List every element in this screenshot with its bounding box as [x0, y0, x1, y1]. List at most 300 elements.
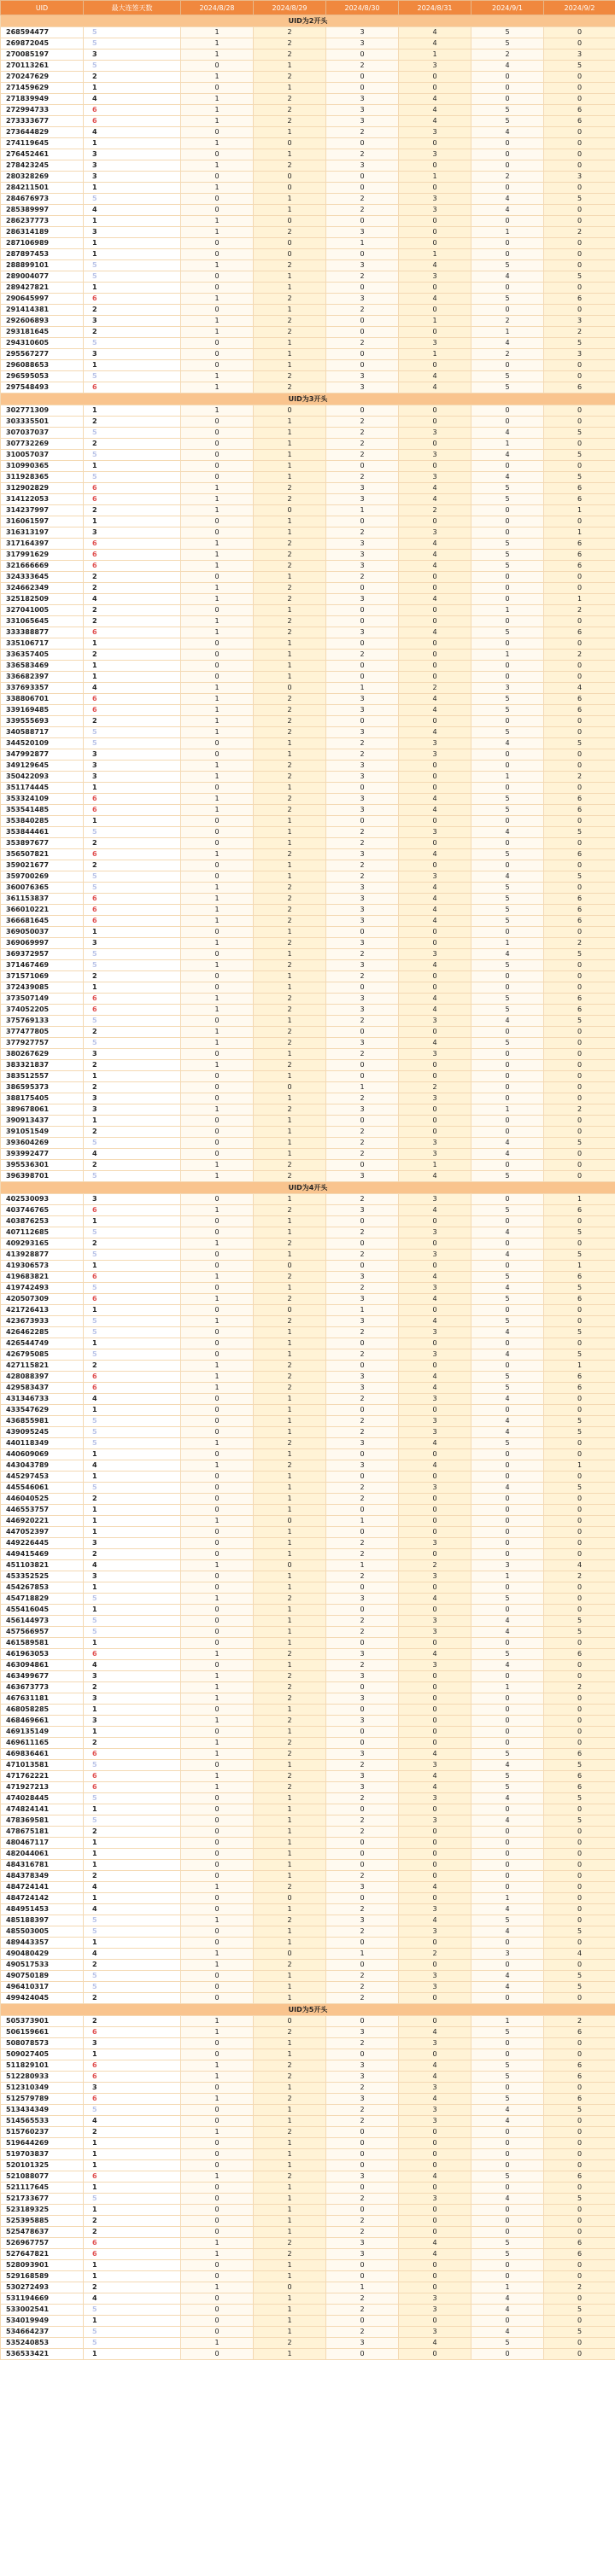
uid-cell: 292606893 — [1, 316, 84, 327]
day-cell: 0 — [181, 1705, 254, 1716]
day-cell: 0 — [544, 572, 615, 583]
day-cell: 2 — [254, 1205, 326, 1216]
day-cell: 0 — [544, 138, 615, 149]
uid-cell: 288899101 — [1, 260, 84, 271]
day-cell: 1 — [181, 1882, 254, 1893]
day-cell: 3 — [326, 260, 399, 271]
day-cell: 0 — [181, 1149, 254, 1160]
table-row — [1, 1160, 615, 1171]
day-cell: 6 — [544, 2171, 615, 2183]
uid-cell: 474028445 — [1, 1793, 84, 1804]
day-cell: 2 — [254, 1294, 326, 1305]
day-cell: 1 — [181, 316, 254, 327]
day-cell: 2 — [254, 1372, 326, 1383]
day-cell: 1 — [181, 105, 254, 116]
day-cell: 1 — [181, 294, 254, 305]
max-streak-cell: 1 — [84, 638, 181, 650]
uid-cell: 296088653 — [1, 360, 84, 371]
day-cell: 2 — [326, 1982, 399, 1993]
day-cell: 0 — [472, 1216, 544, 1227]
day-cell: 0 — [181, 1505, 254, 1516]
day-cell: 4 — [399, 1438, 472, 1449]
day-cell: 5 — [472, 1649, 544, 1660]
uid-cell: 278423245 — [1, 160, 84, 172]
day-cell: 5 — [472, 883, 544, 894]
day-cell: 0 — [181, 249, 254, 260]
uid-cell: 311928365 — [1, 472, 84, 483]
day-cell: 1 — [254, 2227, 326, 2238]
max-streak-cell: 5 — [84, 1316, 181, 1327]
day-cell: 1 — [254, 2260, 326, 2271]
table-row — [1, 1272, 615, 1283]
uid-cell: 271459629 — [1, 83, 84, 94]
uid-cell: 426462285 — [1, 1327, 84, 1338]
day-cell: 0 — [326, 638, 399, 650]
table-row — [1, 927, 615, 938]
day-cell: 2 — [254, 1771, 326, 1782]
day-cell: 3 — [326, 561, 399, 572]
max-streak-cell: 2 — [84, 1549, 181, 1560]
day-cell: 1 — [472, 2282, 544, 2293]
max-streak-cell: 5 — [84, 738, 181, 749]
day-cell: 2 — [326, 1049, 399, 1060]
day-cell: 1 — [254, 2083, 326, 2094]
day-cell: 1 — [254, 1283, 326, 1294]
day-cell: 0 — [472, 583, 544, 594]
day-cell: 0 — [181, 1538, 254, 1549]
max-streak-cell: 1 — [84, 1705, 181, 1716]
day-cell: 0 — [544, 727, 615, 738]
day-cell: 0 — [326, 2183, 399, 2194]
day-cell: 0 — [399, 2160, 472, 2171]
table-row — [1, 428, 615, 439]
day-cell: 0 — [326, 1849, 399, 1860]
max-streak-cell: 6 — [84, 561, 181, 572]
table-row — [1, 838, 615, 849]
table-row — [1, 1294, 615, 1305]
table-row — [1, 360, 615, 371]
day-cell: 0 — [181, 2316, 254, 2327]
day-cell: 0 — [399, 1494, 472, 1505]
day-cell: 0 — [181, 2227, 254, 2238]
day-cell: 1 — [254, 1494, 326, 1505]
uid-cell: 463094861 — [1, 1660, 84, 1671]
day-cell: 0 — [544, 1594, 615, 1605]
day-cell: 0 — [544, 405, 615, 417]
day-cell: 0 — [544, 1738, 615, 1749]
day-cell: 4 — [472, 271, 544, 283]
day-cell: 1 — [254, 1338, 326, 1349]
uid-cell: 480467117 — [1, 1838, 84, 1849]
day-cell: 0 — [472, 1960, 544, 1971]
day-cell: 4 — [472, 2194, 544, 2205]
table-row — [1, 871, 615, 883]
day-cell: 1 — [181, 960, 254, 971]
day-cell: 4 — [472, 1349, 544, 1361]
day-cell: 4 — [399, 2249, 472, 2260]
max-streak-cell: 1 — [84, 2160, 181, 2171]
day-cell: 4 — [472, 1427, 544, 1438]
uid-cell: 331065645 — [1, 616, 84, 627]
day-cell: 1 — [254, 1849, 326, 1860]
day-cell: 1 — [181, 1005, 254, 1016]
day-cell: 2 — [326, 1627, 399, 1638]
day-cell: 4 — [399, 2060, 472, 2072]
day-cell: 0 — [181, 1727, 254, 1738]
max-streak-cell: 6 — [84, 1272, 181, 1283]
day-cell: 0 — [181, 1394, 254, 1405]
table-row — [1, 2060, 615, 2072]
day-cell: 0 — [472, 138, 544, 149]
uid-cell: 484724141 — [1, 1882, 84, 1893]
day-cell: 0 — [544, 1127, 615, 1138]
day-cell: 0 — [181, 971, 254, 982]
day-cell: 6 — [544, 805, 615, 816]
day-cell: 2 — [254, 72, 326, 83]
day-cell: 5 — [472, 1005, 544, 1016]
day-cell: 0 — [399, 616, 472, 627]
day-cell: 4 — [399, 994, 472, 1005]
day-cell: 5 — [472, 294, 544, 305]
uid-cell: 369372957 — [1, 949, 84, 960]
day-cell: 0 — [544, 94, 615, 105]
day-cell: 2 — [254, 594, 326, 605]
day-cell: 5 — [544, 871, 615, 883]
day-cell: 0 — [399, 638, 472, 650]
day-cell: 1 — [181, 2072, 254, 2083]
day-cell: 0 — [326, 816, 399, 827]
table-row — [1, 1904, 615, 1915]
day-cell: 0 — [181, 1793, 254, 1804]
day-cell: 0 — [326, 461, 399, 472]
table-row — [1, 1616, 615, 1627]
table-row — [1, 738, 615, 749]
day-cell: 4 — [472, 450, 544, 461]
day-cell: 3 — [326, 1671, 399, 1682]
day-cell: 1 — [181, 627, 254, 638]
uid-cell: 374052205 — [1, 1005, 84, 1016]
day-cell: 2 — [544, 605, 615, 616]
day-cell: 0 — [181, 1582, 254, 1594]
day-cell: 5 — [544, 1327, 615, 1338]
day-cell: 0 — [181, 428, 254, 439]
day-cell: 4 — [399, 1294, 472, 1305]
table-row — [1, 1494, 615, 1505]
day-cell: 1 — [181, 905, 254, 916]
day-cell: 5 — [472, 1749, 544, 1760]
max-streak-cell: 6 — [84, 483, 181, 494]
day-cell: 5 — [544, 1349, 615, 1361]
day-cell: 3 — [326, 1104, 399, 1116]
day-cell: 1 — [254, 1538, 326, 1549]
day-cell: 0 — [326, 1238, 399, 1250]
table-row — [1, 1338, 615, 1349]
day-cell: 0 — [472, 2138, 544, 2149]
day-cell: 0 — [472, 1871, 544, 1882]
table-row — [1, 2160, 615, 2171]
uid-cell: 468058285 — [1, 1705, 84, 1716]
table-row — [1, 2049, 615, 2060]
table-row — [1, 716, 615, 727]
day-cell: 0 — [181, 1904, 254, 1915]
day-cell: 0 — [544, 1216, 615, 1227]
table-body — [1, 15, 615, 2360]
day-cell: 0 — [181, 1216, 254, 1227]
table-row — [1, 1749, 615, 1760]
day-cell: 4 — [399, 905, 472, 916]
max-streak-cell: 2 — [84, 605, 181, 616]
max-streak-cell: 3 — [84, 761, 181, 772]
table-row — [1, 238, 615, 249]
day-cell: 5 — [544, 1793, 615, 1804]
table-row — [1, 1771, 615, 1782]
max-streak-cell: 1 — [84, 1860, 181, 1871]
day-cell: 4 — [399, 794, 472, 805]
day-cell: 2 — [326, 2116, 399, 2127]
uid-cell: 490517533 — [1, 1960, 84, 1971]
day-cell: 3 — [326, 1594, 399, 1605]
day-cell: 5 — [544, 1926, 615, 1938]
day-cell: 0 — [399, 183, 472, 194]
day-cell: 4 — [399, 561, 472, 572]
day-cell: 6 — [544, 561, 615, 572]
table-row — [1, 1971, 615, 1982]
day-cell: 1 — [399, 316, 472, 327]
day-cell: 5 — [472, 371, 544, 382]
day-cell: 5 — [472, 116, 544, 127]
day-cell: 2 — [326, 1871, 399, 1882]
day-cell: 4 — [472, 1149, 544, 1160]
max-streak-cell: 5 — [84, 271, 181, 283]
day-cell: 0 — [472, 283, 544, 294]
day-cell: 0 — [544, 2038, 615, 2049]
uid-cell: 402530093 — [1, 1194, 84, 1205]
day-cell: 0 — [181, 271, 254, 283]
col-date-header: 2024/8/29 — [254, 1, 326, 15]
day-cell: 0 — [181, 1871, 254, 1882]
day-cell: 0 — [181, 1227, 254, 1238]
day-cell: 1 — [254, 2038, 326, 2049]
day-cell: 2 — [326, 2194, 399, 2205]
table-row — [1, 2038, 615, 2049]
max-streak-cell: 3 — [84, 1049, 181, 1060]
day-cell: 0 — [326, 661, 399, 672]
day-cell: 1 — [254, 194, 326, 205]
max-streak-cell: 6 — [84, 1649, 181, 1660]
day-cell: 2 — [254, 227, 326, 238]
day-cell: 1 — [326, 1082, 399, 1093]
table-row — [1, 405, 615, 417]
day-cell: 5 — [544, 1416, 615, 1427]
max-streak-cell: 1 — [84, 83, 181, 94]
max-streak-cell: 2 — [84, 1127, 181, 1138]
day-cell: 0 — [181, 1472, 254, 1483]
day-cell: 0 — [544, 1871, 615, 1882]
table-row — [1, 1427, 615, 1438]
table-row — [1, 1716, 615, 1727]
uid-cell: 393992477 — [1, 1149, 84, 1160]
day-cell: 0 — [326, 1960, 399, 1971]
uid-cell: 496410317 — [1, 1982, 84, 1993]
day-cell: 0 — [544, 183, 615, 194]
uid-cell: 276452461 — [1, 149, 84, 160]
day-cell: 0 — [544, 749, 615, 761]
table-row — [1, 916, 615, 927]
day-cell: 1 — [254, 827, 326, 838]
max-streak-cell: 6 — [84, 550, 181, 561]
day-cell: 0 — [181, 1494, 254, 1505]
day-cell: 3 — [399, 1926, 472, 1938]
day-cell: 5 — [472, 2171, 544, 2183]
day-cell: 0 — [544, 783, 615, 794]
day-cell: 6 — [544, 539, 615, 550]
day-cell: 5 — [544, 2105, 615, 2116]
day-cell: 4 — [399, 894, 472, 905]
day-cell: 0 — [472, 1638, 544, 1649]
day-cell: 0 — [399, 1060, 472, 1071]
day-cell: 2 — [326, 949, 399, 960]
day-cell: 3 — [399, 749, 472, 761]
max-streak-cell: 1 — [84, 1638, 181, 1649]
day-cell: 0 — [544, 1149, 615, 1160]
uid-cell: 361153837 — [1, 894, 84, 905]
uid-cell: 482044061 — [1, 1849, 84, 1860]
section-header-row — [1, 15, 615, 27]
day-cell: 0 — [181, 650, 254, 661]
day-cell: 0 — [399, 1738, 472, 1749]
table-row — [1, 105, 615, 116]
day-cell: 1 — [181, 327, 254, 338]
day-cell: 0 — [399, 1827, 472, 1838]
max-streak-cell: 3 — [84, 1538, 181, 1549]
table-row — [1, 2127, 615, 2138]
day-cell: 0 — [544, 1915, 615, 1926]
max-streak-cell: 5 — [84, 1227, 181, 1238]
day-cell: 5 — [544, 194, 615, 205]
day-cell: 0 — [399, 439, 472, 450]
day-cell: 5 — [472, 1594, 544, 1605]
day-cell: 1 — [254, 2049, 326, 2060]
day-cell: 0 — [181, 783, 254, 794]
day-cell: 5 — [544, 1427, 615, 1438]
uid-cell: 514565533 — [1, 2116, 84, 2127]
day-cell: 1 — [254, 2216, 326, 2227]
day-cell: 1 — [254, 2327, 326, 2338]
day-cell: 0 — [181, 2149, 254, 2160]
table-row — [1, 727, 615, 738]
max-streak-cell: 5 — [84, 1616, 181, 1627]
max-streak-cell: 6 — [84, 2238, 181, 2249]
day-cell: 5 — [544, 1483, 615, 1494]
day-cell: 2 — [254, 938, 326, 949]
max-streak-cell: 2 — [84, 583, 181, 594]
uid-cell: 360076365 — [1, 883, 84, 894]
day-cell: 0 — [472, 638, 544, 650]
table-row — [1, 1671, 615, 1682]
day-cell: 2 — [254, 727, 326, 738]
table-row — [1, 1993, 615, 2004]
day-cell: 3 — [399, 1760, 472, 1771]
table-row — [1, 2293, 615, 2305]
day-cell: 0 — [472, 527, 544, 539]
table-row — [1, 1782, 615, 1793]
day-cell: 0 — [399, 238, 472, 249]
day-cell: 1 — [254, 1149, 326, 1160]
max-streak-cell: 2 — [84, 305, 181, 316]
day-cell: 4 — [472, 2293, 544, 2305]
day-cell: 2 — [254, 1438, 326, 1449]
table-row — [1, 472, 615, 483]
max-streak-cell: 6 — [84, 794, 181, 805]
uid-cell: 388175405 — [1, 1093, 84, 1104]
day-cell: 1 — [472, 439, 544, 450]
table-row — [1, 1660, 615, 1671]
max-streak-cell: 5 — [84, 472, 181, 483]
day-cell: 3 — [326, 371, 399, 382]
day-cell: 0 — [254, 405, 326, 417]
day-cell: 1 — [254, 1016, 326, 1027]
day-cell: 3 — [472, 1949, 544, 1960]
day-cell: 2 — [254, 1915, 326, 1926]
day-cell: 6 — [544, 1383, 615, 1394]
day-cell: 0 — [472, 749, 544, 761]
day-cell: 2 — [254, 316, 326, 327]
day-cell: 1 — [472, 1571, 544, 1582]
max-streak-cell: 3 — [84, 749, 181, 761]
day-cell: 0 — [544, 1516, 615, 1527]
day-cell: 1 — [254, 417, 326, 428]
day-cell: 5 — [544, 738, 615, 749]
day-cell: 2 — [254, 849, 326, 860]
day-cell: 0 — [472, 216, 544, 227]
day-cell: 0 — [472, 594, 544, 605]
day-cell: 0 — [326, 405, 399, 417]
max-streak-cell: 1 — [84, 360, 181, 371]
day-cell: 2 — [254, 561, 326, 572]
max-streak-cell: 5 — [84, 27, 181, 38]
day-cell: 2 — [254, 960, 326, 971]
table-row — [1, 1372, 615, 1383]
day-cell: 3 — [399, 1627, 472, 1638]
table-row — [1, 1305, 615, 1316]
table-row — [1, 561, 615, 572]
day-cell: 4 — [399, 371, 472, 382]
day-cell: 3 — [326, 805, 399, 816]
uid-cell: 295567277 — [1, 349, 84, 360]
day-cell: 2 — [254, 805, 326, 816]
day-cell: 0 — [472, 2260, 544, 2271]
day-cell: 3 — [326, 1038, 399, 1049]
table-row — [1, 1449, 615, 1460]
day-cell: 3 — [399, 949, 472, 960]
day-cell: 0 — [472, 2205, 544, 2216]
day-cell: 0 — [326, 360, 399, 371]
day-cell: 1 — [254, 428, 326, 439]
day-cell: 2 — [254, 50, 326, 61]
day-cell: 0 — [544, 1082, 615, 1093]
day-cell: 4 — [472, 1904, 544, 1915]
day-cell: 1 — [254, 271, 326, 283]
max-streak-cell: 2 — [84, 1993, 181, 2004]
day-cell: 6 — [544, 1649, 615, 1660]
day-cell: 1 — [181, 494, 254, 505]
day-cell: 1 — [181, 1949, 254, 1960]
max-streak-cell: 3 — [84, 2083, 181, 2094]
day-cell: 3 — [399, 871, 472, 883]
uid-cell: 333388877 — [1, 627, 84, 638]
day-cell: 0 — [472, 2227, 544, 2238]
table-row — [1, 2305, 615, 2316]
